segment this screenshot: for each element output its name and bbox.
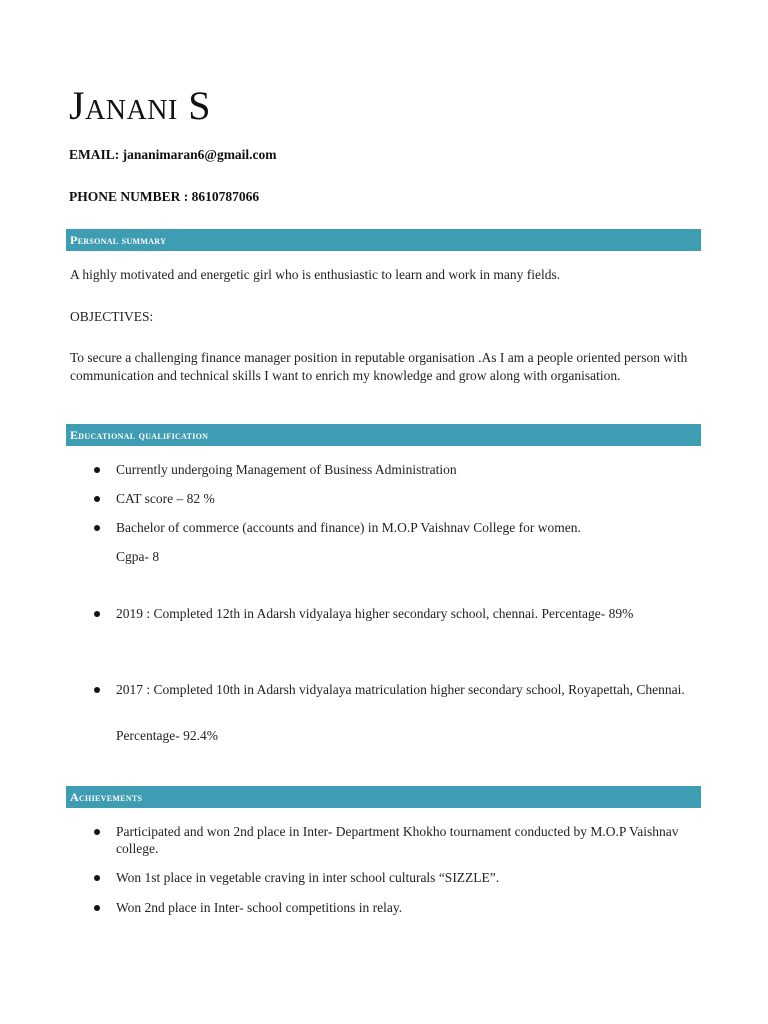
bullet-icon xyxy=(94,611,100,617)
bullet-icon xyxy=(94,496,100,502)
bullet-icon xyxy=(94,687,100,693)
objectives-label: OBJECTIVES: xyxy=(70,309,154,324)
section-header-achievements: Achievements xyxy=(66,786,701,808)
cgpa-text: Cgpa- 8 xyxy=(116,549,160,564)
bullet-icon xyxy=(94,875,100,881)
list-item-text: Won 2nd place in Inter- school competitions in relay. xyxy=(116,900,403,915)
list-item-text: Bachelor of commerce (accounts and finance) in M.O.P Vaishnav College for women. xyxy=(116,520,581,535)
bullet-icon xyxy=(94,829,100,835)
section-header-personal-summary: Personal summary xyxy=(66,229,701,251)
list-item-text: 2019 : Completed 12th in Adarsh vidyalaya higher secondary school, chennai. Percentage- 89% xyxy=(116,606,634,621)
list-item-text: Won 1st place in vegetable craving in inter school culturals “SIZZLE”. xyxy=(116,870,500,885)
email-line: EMAIL: jananimaran6@gmail.com xyxy=(69,147,277,162)
list-item-text: Currently undergoing Management of Business Administration xyxy=(116,462,457,477)
list-item-text: Participated and won 2nd place in Inter- Department Khokho tournament conducted by M.O.P Vaishnav college. xyxy=(116,824,679,856)
section-header-education: Educational qualification xyxy=(66,424,701,446)
list-item-text: CAT score – 82 % xyxy=(116,491,215,506)
summary-text: A highly motivated and energetic girl who is enthusiastic to learn and work in many fields. xyxy=(70,267,561,282)
objectives-text: To secure a challenging finance manager position in reputable organisation .As I am a people oriented person with communication and technical skills I want to enrich my knowledge and grow along with organisation. xyxy=(70,350,688,383)
phone-line: PHONE NUMBER : 8610787066 xyxy=(69,189,260,204)
list-item-text: 2017 : Completed 10th in Adarsh vidyalaya matriculation higher secondary school, Royapettah, Chennai. xyxy=(116,682,685,697)
percentage-text: Percentage- 92.4% xyxy=(116,728,218,743)
bullet-icon xyxy=(94,525,100,531)
bullet-icon xyxy=(94,905,100,911)
bullet-icon xyxy=(94,467,100,473)
candidate-name: Janani S xyxy=(69,83,212,128)
